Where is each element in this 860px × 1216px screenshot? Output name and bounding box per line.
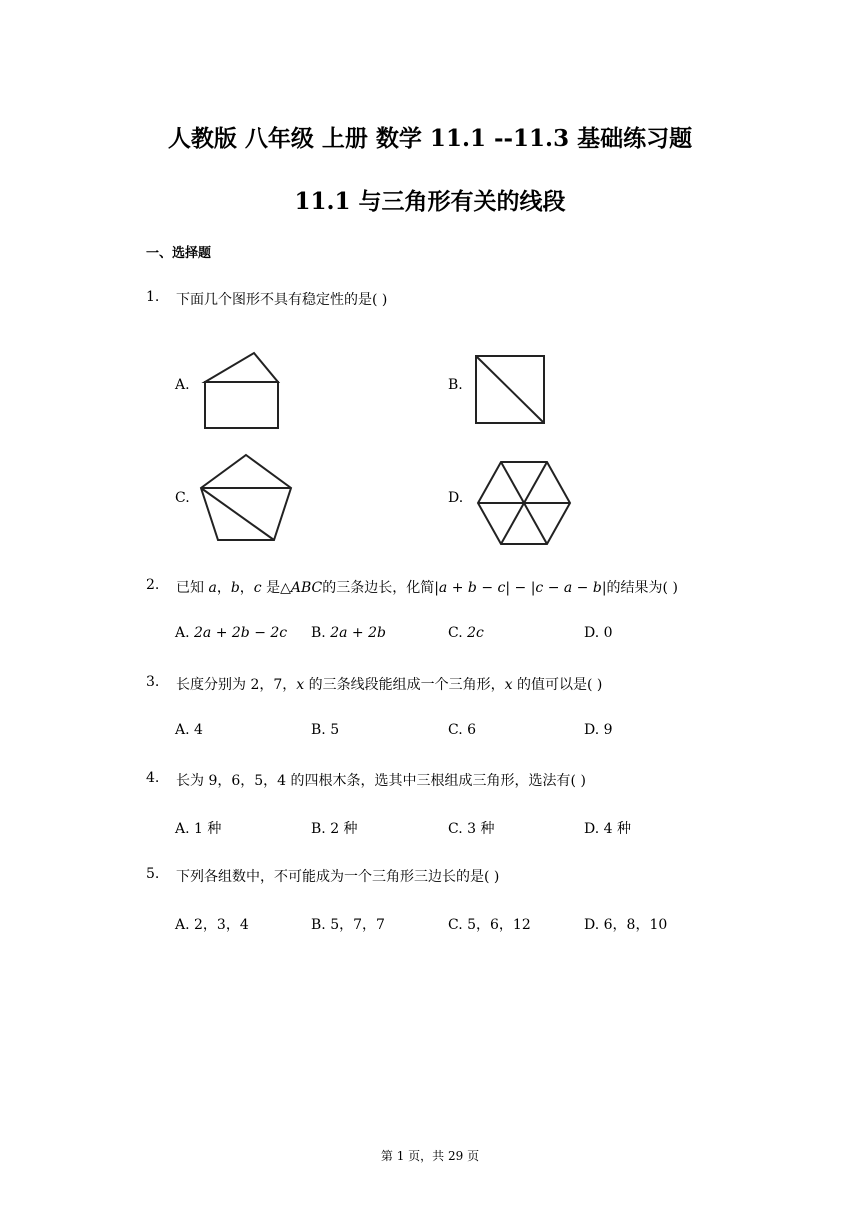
option-c: C. 3 种 xyxy=(448,821,495,837)
option-a: A. 1 种 xyxy=(175,821,222,837)
option-b: B. 2 种 xyxy=(311,821,358,837)
question-text: 长度分别为 2，7，x 的三条线段能组成一个三角形，x 的值可以是( ) xyxy=(176,677,603,693)
question-number: 4. xyxy=(146,770,160,786)
option-c: C. 5，6，12 xyxy=(448,917,531,933)
figure-hexagon-with-diagonals xyxy=(473,457,575,549)
section-heading: 一、选择题 xyxy=(146,246,212,261)
figure-pentagon-with-diagonals xyxy=(196,451,296,545)
question-number: 5. xyxy=(146,866,160,882)
question-number: 1. xyxy=(146,289,160,305)
option-c: C. 6 xyxy=(448,722,477,738)
question-text: 下面几个图形不具有稳定性的是( ) xyxy=(176,292,388,308)
question-number: 2. xyxy=(146,577,160,593)
question-text: 下列各组数中，不可能成为一个三角形三边长的是( ) xyxy=(176,869,500,885)
question-text: 已知 a，b，c 是△ABC的三条边长，化简|a + b − c| − |c − a − b|的结果为( ) xyxy=(176,580,678,596)
option-a: A. 2a + 2b − 2c xyxy=(175,625,288,641)
option-label-b: B. xyxy=(448,377,463,393)
option-b: B. 5 xyxy=(311,722,340,738)
option-label-c: C. xyxy=(175,490,190,506)
option-a: A. 4 xyxy=(175,722,203,738)
question-text: 长为 9，6，5，4 的四根木条，选其中三根组成三角形，选法有( ) xyxy=(176,773,586,789)
option-a: A. 2，3，4 xyxy=(175,917,249,933)
option-d: D. 6，8，10 xyxy=(584,917,668,933)
option-label-a: A. xyxy=(175,377,190,393)
figure-square-with-diagonal xyxy=(472,352,550,428)
option-d: D. 4 种 xyxy=(584,821,631,837)
figure-triangle-on-rectangle xyxy=(200,349,284,433)
document-title: 人教版 八年级 上册 数学 11.1 --11.3 基础练习题 xyxy=(167,125,693,152)
option-c: C. 2c xyxy=(448,625,484,641)
page-footer: 第 1 页，共 29 页 xyxy=(380,1149,480,1163)
option-d: D. 0 xyxy=(584,625,613,641)
section-subtitle: 11.1 与三角形有关的线段 xyxy=(294,188,566,215)
option-label-d: D. xyxy=(448,490,464,506)
option-d: D. 9 xyxy=(584,722,613,738)
option-b: B. 5，7，7 xyxy=(311,917,385,933)
question-number: 3. xyxy=(146,674,160,690)
option-b: B. 2a + 2b xyxy=(311,625,386,641)
